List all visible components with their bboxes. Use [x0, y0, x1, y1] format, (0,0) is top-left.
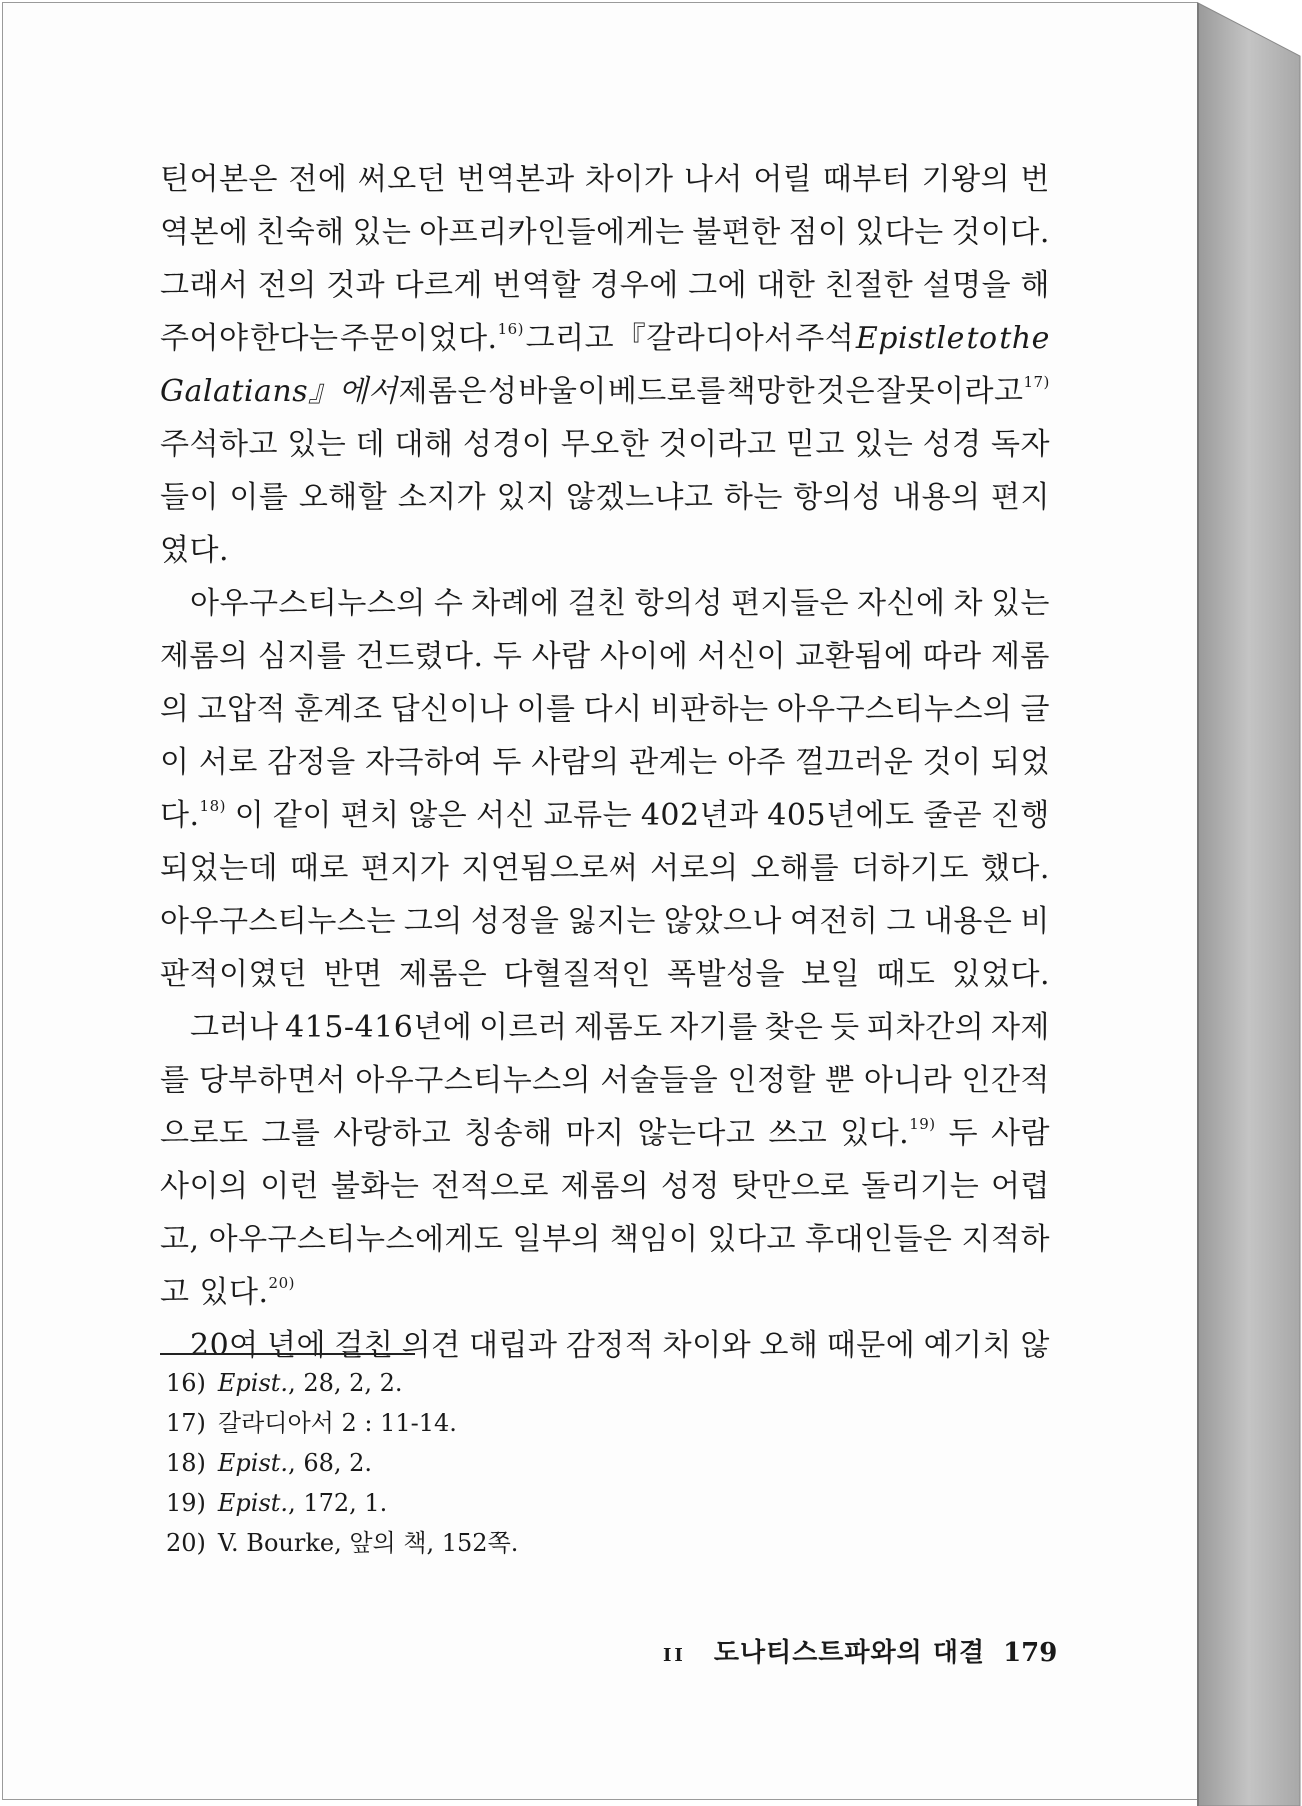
word: 친숙해 [256, 215, 345, 250]
word: 제롬은 [398, 374, 487, 409]
word: 주석 [795, 321, 855, 356]
word: 감정을 [267, 745, 356, 780]
word: 대해 [394, 427, 454, 462]
footnote-text: 갈라디아서 2 : 11-14. [217, 1409, 457, 1437]
word: 사랑하고 [333, 1116, 452, 1151]
footnote-source: Epist. [217, 1369, 289, 1397]
word: 데 [355, 427, 386, 462]
footnote-number: 17) [166, 1409, 206, 1437]
word: 아우구스티누스의 [776, 692, 1013, 727]
word: 책망한 [726, 374, 816, 409]
word: 다시 [583, 692, 643, 727]
word: 잃지는 [567, 904, 656, 939]
word: 바울이 [518, 374, 607, 409]
text-line [160, 206, 1050, 259]
text-line [160, 1107, 1050, 1160]
text-line [160, 259, 1050, 312]
word: 피차간의 [866, 1010, 985, 1045]
word: 번역할 [492, 268, 581, 303]
word: 자기를 [669, 1010, 758, 1045]
word: 답신이나 [390, 692, 509, 727]
word: 다. [160, 798, 200, 833]
book-page [2, 2, 1198, 1800]
word: 훈계조 [294, 692, 383, 727]
word: 하는 [723, 480, 783, 515]
word: 번 [1020, 162, 1050, 197]
word: 당부하면서 [198, 1063, 347, 1098]
footnote-19 [166, 1483, 766, 1523]
chapter-title: 도나티스트파와의 대결 [713, 1638, 986, 1668]
word: 불편한 [692, 215, 781, 250]
word: 번역본과 [456, 162, 575, 197]
word: 반면 [323, 957, 383, 992]
word: 의견 [401, 1328, 461, 1363]
word: 전에 [288, 162, 348, 197]
footnote-text: , 28, 2, 2. [288, 1369, 403, 1397]
word: 일부의 [512, 1222, 601, 1257]
text-line [160, 312, 1050, 365]
page-number: 179 [1003, 1638, 1058, 1668]
word: 내용은 [923, 904, 1013, 939]
word: 칭송해 [464, 1116, 553, 1151]
word: 진행 [990, 798, 1050, 833]
word: 있다고 [707, 1222, 796, 1257]
word: 건드렸다. [355, 639, 484, 674]
word: 성경이 [462, 427, 552, 462]
word-with-footnote [160, 789, 226, 842]
word: 글 [1020, 692, 1050, 727]
word: 차 [953, 586, 983, 621]
word: 제롬은 [398, 957, 488, 992]
word: 20여 [190, 1328, 259, 1363]
word: 비판하는 [650, 692, 769, 727]
word: 그래서 [160, 268, 249, 303]
word: 있는 [854, 427, 914, 462]
word-with-footnote [340, 312, 524, 365]
text-line [160, 948, 1050, 1001]
word: 이르러 [478, 1010, 568, 1045]
word: 줄곧 [923, 798, 983, 833]
text-line [160, 895, 1050, 948]
word: 않 [1020, 1328, 1050, 1363]
word: 것과 [326, 268, 386, 303]
text-line [160, 1001, 1050, 1054]
word: 어렵 [990, 1169, 1050, 1204]
footnote-number: 20) [166, 1529, 206, 1557]
word: 해 [1020, 268, 1050, 303]
chapter-number: II [663, 1645, 686, 1666]
word: 고압적 [197, 692, 286, 727]
word: 오해를 [750, 851, 840, 886]
word: 차례에 [471, 586, 560, 621]
footnote-number: 16) [166, 1369, 206, 1397]
word: 고, [160, 1222, 200, 1257]
word: 뿐 [825, 1063, 855, 1098]
text-line [160, 153, 1050, 206]
word: 있는 [352, 215, 412, 250]
word: 역본에 [160, 215, 249, 250]
word-italic: Galatians』에서 [160, 374, 398, 409]
word: 오해할 [298, 480, 388, 515]
word: 친절한 [824, 268, 914, 303]
word: 판적이였던 [160, 957, 308, 992]
word: 항의성 [793, 480, 882, 515]
word: 껄끄러운 [795, 745, 914, 780]
word: 기왕의 [921, 162, 1011, 197]
word: 고 [160, 1275, 190, 1310]
word: 편치 [340, 798, 400, 833]
word: 감정적 [565, 1328, 655, 1363]
word: 이 [234, 798, 265, 833]
word: 돌리기는 [861, 1169, 980, 1204]
word: 405년에도 [767, 798, 915, 833]
word: 한다는 [250, 321, 339, 356]
word: 아프리카인들에게는 [419, 215, 685, 250]
running-footer [663, 1633, 1058, 1673]
word: 사이에 [599, 639, 689, 674]
word-with-footnote [200, 1266, 295, 1319]
word: 자극하여 [365, 745, 483, 780]
word: 것이다. [951, 215, 1050, 250]
footnote-source: Epist. [217, 1449, 289, 1477]
word: 차이가 [585, 162, 674, 197]
word: 두 [948, 1116, 979, 1151]
word: 책임이 [609, 1222, 699, 1257]
word: 설명을 [922, 268, 1012, 303]
footnote-divider [160, 1353, 415, 1355]
word: 탓만으로 [731, 1169, 850, 1204]
word: 점이 [788, 215, 848, 250]
word: 것이라고 [658, 427, 777, 462]
word: 사람 [531, 639, 591, 674]
word: 오해 [759, 1328, 819, 1363]
word: 불화는 [330, 1169, 420, 1204]
word: 이런 [260, 1169, 320, 1204]
word: 더하기도 [851, 851, 969, 886]
text-line [160, 524, 1050, 577]
text-line [160, 365, 1050, 418]
footnote-16 [166, 1363, 766, 1403]
word-with-footnote [876, 365, 1050, 418]
word: 믿고 [785, 427, 845, 462]
word: 내용의 [892, 480, 981, 515]
footnote-number: 19) [166, 1489, 206, 1517]
word: 걸친 [567, 586, 627, 621]
footnote-ref-16: 16) [497, 320, 525, 338]
word-with-footnote [840, 1107, 935, 1160]
text-line [160, 789, 1050, 842]
word: 관계는 [629, 745, 718, 780]
word-italic: the [999, 321, 1050, 356]
word: 제롬도 [574, 1010, 663, 1045]
word: 찾은 [764, 1010, 824, 1045]
word: 이를 [516, 692, 576, 727]
footnote-ref-17: 17) [1023, 373, 1050, 391]
word: 차이와 [662, 1328, 752, 1363]
body-text [160, 153, 1050, 1372]
word: 아우구스티누스의 [190, 586, 426, 621]
word: 써오던 [357, 162, 447, 197]
word: 있었다. [951, 957, 1050, 992]
word: 했다. [980, 851, 1050, 886]
word: 않겠느냐고 [566, 480, 714, 515]
word: 인정할 [727, 1063, 816, 1098]
word: 소지가 [397, 480, 487, 515]
word: 415-416년에 [285, 1010, 473, 1045]
word-italic: Epistle [855, 321, 965, 356]
word: 것이 [922, 745, 982, 780]
word: 성정을 [470, 904, 560, 939]
word: 폭발성을 [667, 957, 785, 992]
footnote-18 [166, 1443, 766, 1483]
word: 편지 [991, 480, 1050, 515]
word: 그를 [261, 1116, 321, 1151]
footnote-text: V. Bourke, 앞의 책, 152쪽. [217, 1529, 519, 1557]
word: 후대인들은 [805, 1222, 953, 1257]
word: 않았으나 [663, 904, 782, 939]
word: 않은 [408, 798, 468, 833]
word: 있는 [990, 586, 1050, 621]
footnote-20 [166, 1523, 766, 1563]
word: 전적으로 [431, 1169, 549, 1204]
text-line [160, 1160, 1050, 1213]
word: 성정 [660, 1169, 720, 1204]
word: 같이 [272, 798, 332, 833]
word: 되었 [990, 745, 1050, 780]
text-line [160, 630, 1050, 683]
word: 보일 [801, 957, 861, 992]
word: 이 [160, 745, 190, 780]
word: 그러나 [190, 1010, 279, 1045]
word: 성 [487, 374, 518, 409]
word: 제롬 [990, 639, 1050, 674]
text-line [160, 471, 1050, 524]
word: 되었는데 [160, 851, 278, 886]
word: 주문이었다. [340, 321, 498, 356]
word: 402년과 [640, 798, 759, 833]
footnotes [166, 1363, 766, 1563]
word: 수 [433, 586, 464, 621]
word: 있는 [287, 427, 347, 462]
text-line [160, 1266, 1050, 1319]
word: 서로의 [650, 851, 739, 886]
word: 서술들을 [600, 1063, 719, 1098]
word: 것은 [816, 374, 876, 409]
footnote-ref-18: 18) [199, 797, 226, 815]
word: 사이의 [160, 1169, 249, 1204]
word: 독자 [990, 427, 1050, 462]
word: 아우구스티누스의 [355, 1063, 592, 1098]
word: 무오한 [560, 427, 650, 462]
word: 쓰고 [768, 1116, 828, 1151]
word: 를 [160, 1063, 190, 1098]
word: 베드로를 [607, 374, 726, 409]
word: 어릴 [753, 162, 813, 197]
word: 사람 [991, 1116, 1050, 1151]
word: 예기치 [923, 1328, 1013, 1363]
text-line [160, 418, 1050, 471]
word: 틴어본은 [160, 162, 278, 197]
word: 성경 [922, 427, 982, 462]
word: 때로 [289, 851, 349, 886]
word: 그 [886, 904, 916, 939]
footnote-ref-19: 19) [909, 1115, 936, 1133]
word: 때부터 [822, 162, 912, 197]
footnote-text: , 172, 1. [288, 1489, 388, 1517]
word: 인간적 [961, 1063, 1050, 1098]
word: 자신에 [857, 586, 946, 621]
word: 『갈라디아서 [615, 321, 794, 356]
word: 편지가 [360, 851, 450, 886]
word: 여전히 [789, 904, 879, 939]
text-line [160, 842, 1050, 895]
word: 항의성 [634, 586, 724, 621]
word: 지연됨으로써 [461, 851, 639, 886]
word: 두 [492, 745, 522, 780]
word: 자제 [990, 1010, 1050, 1045]
word: 전의 [257, 268, 317, 303]
word-italic: to [966, 321, 998, 356]
word: 때도 [876, 957, 936, 992]
footnote-text: , 68, 2. [288, 1449, 373, 1477]
word: 다혈질적인 [503, 957, 651, 992]
word: 제롬의 [560, 1169, 650, 1204]
word: 교류는 [543, 798, 633, 833]
word: 걸친 [334, 1328, 394, 1363]
word: 두 [492, 639, 523, 674]
word: 대한 [756, 268, 816, 303]
text-line [160, 577, 1050, 630]
footnote-source: Epist. [217, 1489, 289, 1517]
word: 그리고 [525, 321, 615, 356]
word: 그의 [403, 904, 463, 939]
word: 사람의 [531, 745, 620, 780]
word: 였다. [160, 533, 229, 568]
word: 교환됨에 [795, 639, 914, 674]
word: 않는다고 [637, 1116, 756, 1151]
word: 마지 [565, 1116, 625, 1151]
word: 때문에 [826, 1328, 916, 1363]
word: 주어야 [160, 321, 249, 356]
word: 이를 [229, 480, 289, 515]
word: 나서 [683, 162, 743, 197]
text-line [160, 1054, 1050, 1107]
word: 으로도 [160, 1116, 249, 1151]
footnote-17 [166, 1403, 766, 1443]
word: 비 [1020, 904, 1050, 939]
word: 의 [160, 692, 190, 727]
word: 따라 [922, 639, 982, 674]
word: 있다. [840, 1116, 910, 1151]
word: 잘못이라고 [876, 374, 1024, 409]
word: 아니라 [863, 1063, 953, 1098]
word: 있지 [496, 480, 556, 515]
word: 서로 [198, 745, 258, 780]
word: 아주 [726, 745, 786, 780]
word: 서신이 [697, 639, 787, 674]
word: 년에 [267, 1328, 326, 1363]
footnote-number: 18) [166, 1449, 206, 1477]
word: 들이 [160, 480, 219, 515]
word: 있다. [199, 1275, 269, 1310]
word: 듯 [830, 1010, 860, 1045]
word: 아우구스티누스에게도 [208, 1222, 504, 1257]
text-line [160, 683, 1050, 736]
word: 주석하고 [160, 427, 278, 462]
word: 심지를 [257, 639, 347, 674]
word: 경우에 [590, 268, 679, 303]
text-line [160, 1213, 1050, 1266]
word: 편지들은 [731, 586, 850, 621]
word: 서신 [475, 798, 535, 833]
footnote-ref-20: 20) [268, 1274, 295, 1292]
text-line [160, 736, 1050, 789]
word: 있다는 [855, 215, 944, 250]
word: 그에 [688, 268, 748, 303]
word: 다르게 [394, 268, 484, 303]
word: 제롬의 [160, 639, 249, 674]
word: 지적하 [961, 1222, 1050, 1257]
word: 아우구스티누스는 [160, 904, 396, 939]
word: 대립과 [469, 1328, 558, 1363]
